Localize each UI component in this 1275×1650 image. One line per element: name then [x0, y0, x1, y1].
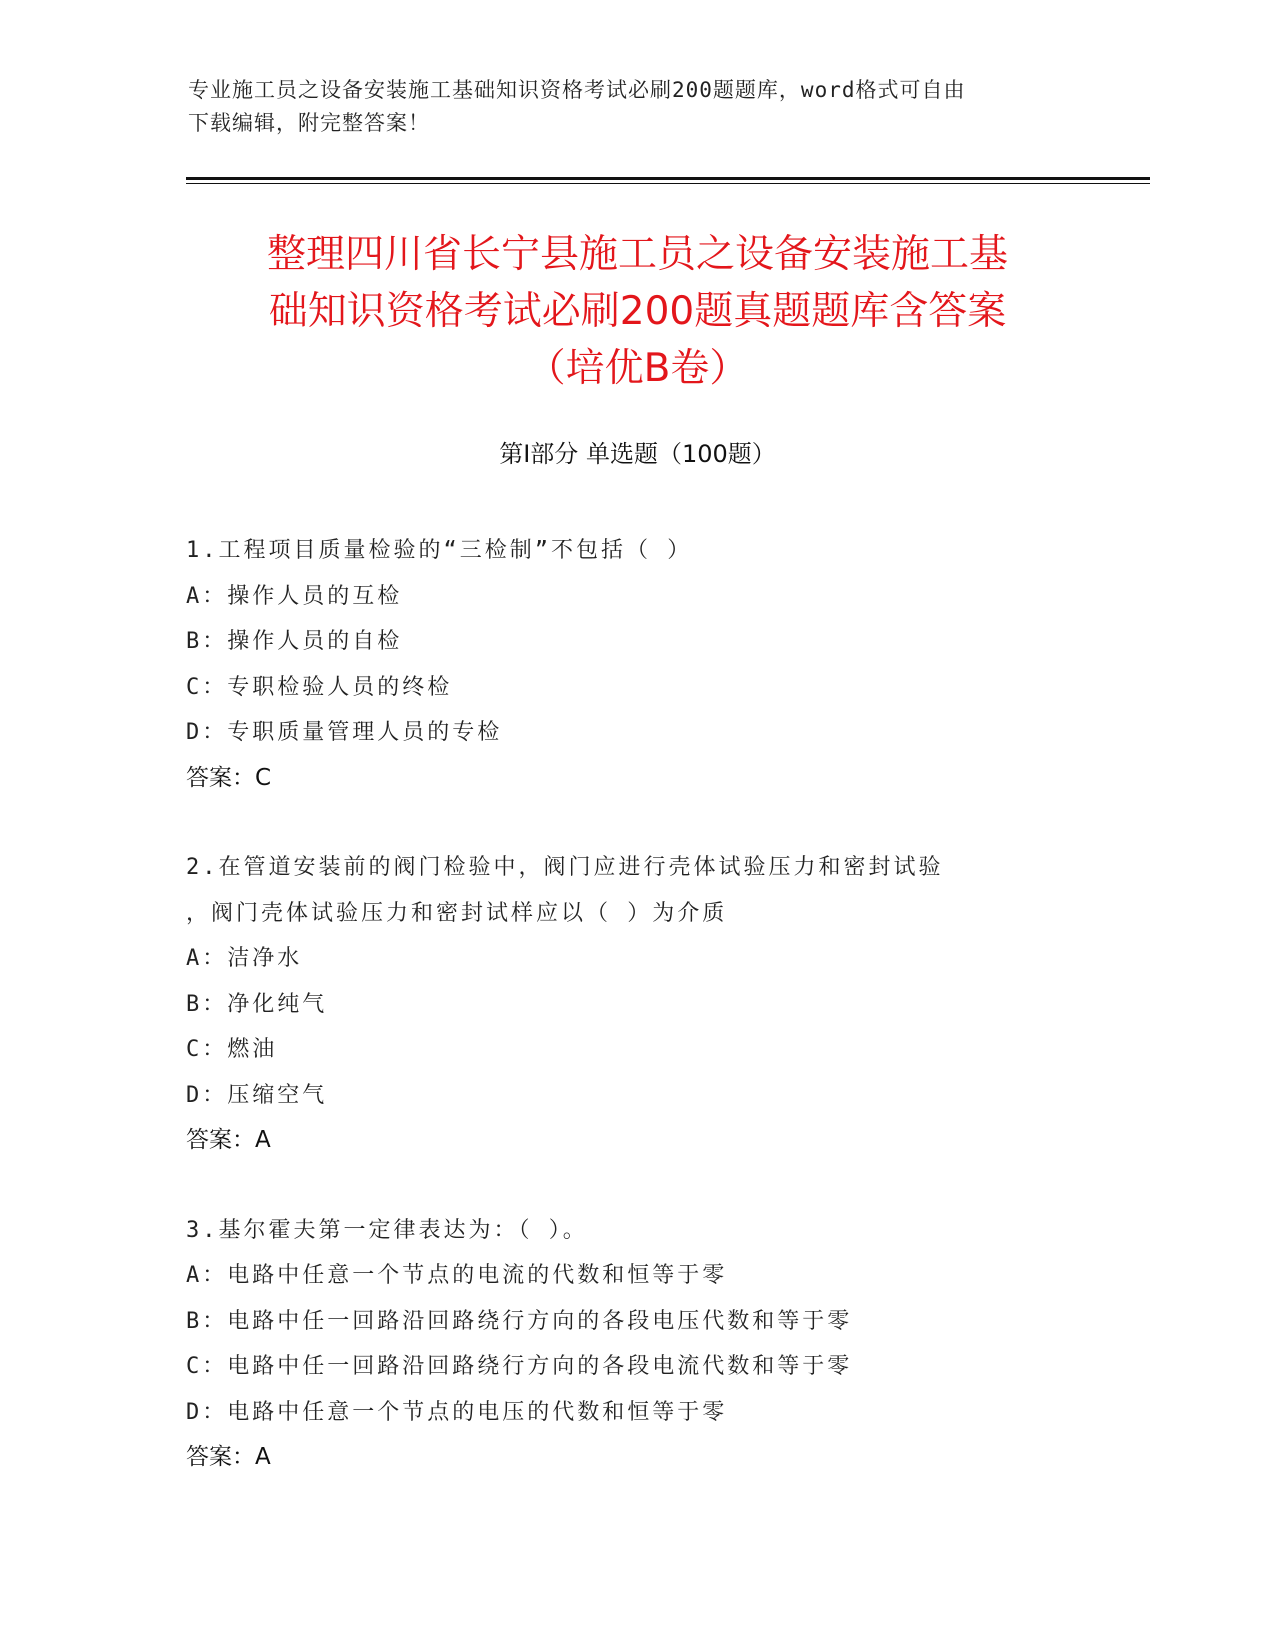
document-title — [120, 226, 1155, 397]
question-3 — [186, 1208, 1086, 1481]
title-line-1: 整理四川省长宁县施工员之设备安装施工基 — [266, 232, 1008, 277]
header-note-line-2: 下载编辑，附完整答案！ — [188, 111, 430, 135]
option-c: C：燃油 — [186, 1037, 278, 1062]
answer: 答案：C — [186, 764, 272, 791]
answer: 答案：A — [186, 1127, 271, 1153]
question-stem: 2.在管道安装前的阀门检验中，阀门应进行壳体试验压力和密封试验 — [186, 855, 944, 880]
question-2 — [186, 845, 1086, 1164]
header-rule-thick — [186, 177, 1150, 180]
title-line-2: 础知识资格考试必刷200题真题题库含答案 — [268, 289, 1007, 334]
option-a: A：操作人员的互检 — [186, 583, 403, 609]
question-stem-continued: ，阀门壳体试验压力和密封试样应以（ ）为介质 — [186, 900, 728, 926]
header-rule-thin — [186, 183, 1150, 184]
title-line-3: （培优B卷） — [526, 346, 749, 391]
option-c: C：专职检验人员的终检 — [186, 674, 453, 700]
section-heading: 第Ⅰ部分 单选题（100题） — [499, 440, 776, 468]
header-note-line-1: 专业施工员之设备安装施工基础知识资格考试必刷200题题库，word格式可自由 — [188, 78, 966, 102]
option-a: A：洁净水 — [186, 946, 303, 971]
option-d: D：压缩空气 — [186, 1082, 328, 1108]
question-1 — [186, 528, 1086, 801]
option-c: C：电路中任一回路沿回路绕行方向的各段电流代数和等于零 — [186, 1354, 853, 1379]
option-b: B：操作人员的自检 — [186, 629, 403, 654]
option-a: A：电路中任意一个节点的电流的代数和恒等于零 — [186, 1263, 728, 1288]
option-d: D：专职质量管理人员的专检 — [186, 720, 503, 745]
question-stem: 1.工程项目质量检验的“三检制”不包括（ ） — [186, 538, 693, 563]
question-stem: 3.基尔霍夫第一定律表达为：（ ）。 — [186, 1217, 588, 1243]
answer: 答案：A — [186, 1444, 271, 1470]
option-d: D：电路中任意一个节点的电压的代数和恒等于零 — [186, 1399, 728, 1425]
option-b: B：电路中任一回路沿回路绕行方向的各段电压代数和等于零 — [186, 1308, 853, 1334]
header-note — [188, 74, 1088, 140]
option-b: B：净化纯气 — [186, 991, 328, 1017]
question-list — [186, 528, 1086, 1481]
